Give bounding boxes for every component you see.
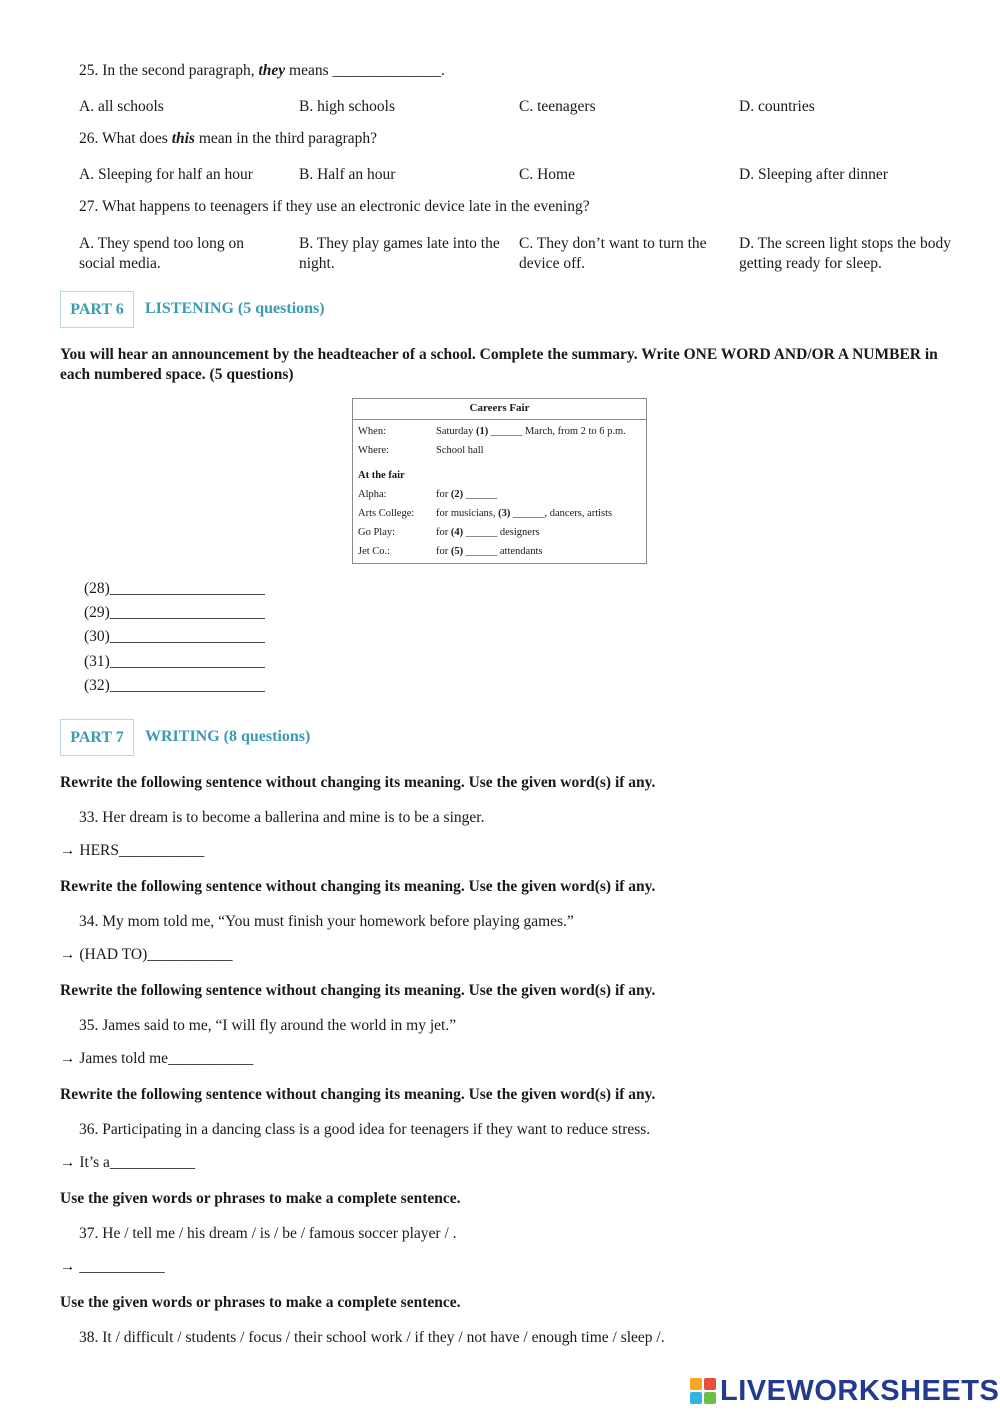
answer-blank-31[interactable]: (31)____________________ <box>84 653 265 670</box>
writing-instruction: Rewrite the following sentence without changing its meaning. Use the given word(s) if any. <box>60 774 656 791</box>
question-37: 37. He / tell me / his dream / is / be / famous soccer player / . <box>79 1225 457 1242</box>
q26-option-a[interactable]: A. Sleeping for half an hour <box>79 166 253 183</box>
question-36: 36. Participating in a dancing class is a good idea for teenagers if they want to reduce stress. <box>79 1121 651 1138</box>
answer-blank-28[interactable]: (28)____________________ <box>84 580 265 597</box>
q27-option-a[interactable]: A. They spend too long on social media. <box>79 235 245 272</box>
q26-option-b[interactable]: B. Half an hour <box>299 166 396 183</box>
question-35: 35. James said to me, “I will fly around the world in my jet.” <box>79 1017 457 1034</box>
part-7-title: WRITING (8 questions) <box>145 728 311 745</box>
question-38: 38. It / difficult / students / focus / their school work / if they / not have / enough time / sleep /. <box>79 1329 665 1346</box>
fair-row-label: Go Play: <box>358 527 396 538</box>
answer-35[interactable]: → James told me___________ <box>60 1050 254 1067</box>
question-26: 26. What does this mean in the third paragraph? <box>79 130 378 147</box>
writing-instruction: Use the given words or phrases to make a complete sentence. <box>60 1190 461 1207</box>
answer-blank-32[interactable]: (32)____________________ <box>84 677 265 694</box>
q25-option-c[interactable]: C. teenagers <box>519 98 596 115</box>
answer-blank-29[interactable]: (29)____________________ <box>84 604 265 621</box>
q25-option-b[interactable]: B. high schools <box>299 98 396 115</box>
q27-option-d[interactable]: D. The screen light stops the body getting ready for sleep. <box>739 235 951 272</box>
writing-instruction: Rewrite the following sentence without changing its meaning. Use the given word(s) if any. <box>60 878 656 895</box>
q26-option-c[interactable]: C. Home <box>519 166 575 183</box>
fair-row-label: Jet Co.: <box>358 546 391 557</box>
writing-instruction: Use the given words or phrases to make a complete sentence. <box>60 1294 461 1311</box>
liveworksheets-logo[interactable] <box>690 1374 999 1408</box>
fair-row-value: for (4) ______ designers <box>436 527 540 538</box>
q25-option-a[interactable]: A. all schools <box>79 98 164 115</box>
fair-where-value: School hall <box>436 445 484 456</box>
question-34: 34. My mom told me, “You must finish your homework before playing games.” <box>79 913 574 930</box>
q26-option-d[interactable]: D. Sleeping after dinner <box>739 166 888 183</box>
liveworksheets-logo-text: LIVEWORKSHEETS <box>720 1374 1000 1407</box>
fair-section-heading: At the fair <box>358 470 405 481</box>
q27-option-b[interactable]: B. They play games late into the night. <box>299 235 500 272</box>
fair-row-label: Arts College: <box>358 508 415 519</box>
question-27: 27. What happens to teenagers if they use an electronic device late in the evening? <box>79 198 590 215</box>
fair-when-value: Saturday (1) ______ March, from 2 to 6 p.m. <box>436 426 626 437</box>
fair-row-value: for musicians, (3) ______, dancers, artists <box>436 508 613 519</box>
fair-where-label: Where: <box>358 445 389 456</box>
fair-row-label: Alpha: <box>358 489 387 500</box>
part-7-label: PART 7 <box>60 719 134 756</box>
fair-row-value: for (5) ______ attendants <box>436 546 543 557</box>
writing-instruction: Rewrite the following sentence without changing its meaning. Use the given word(s) if any. <box>60 982 656 999</box>
q25-option-d[interactable]: D. countries <box>739 98 815 115</box>
answer-33[interactable]: → HERS___________ <box>60 842 205 859</box>
answer-36[interactable]: → It’s a___________ <box>60 1154 196 1171</box>
writing-instruction: Rewrite the following sentence without changing its meaning. Use the given word(s) if any. <box>60 1086 656 1103</box>
answer-blank-30[interactable]: (30)____________________ <box>84 628 265 645</box>
fair-row-value: for (2) ______ <box>436 489 498 500</box>
careers-fair-title: Careers Fair <box>353 399 646 420</box>
careers-fair-table <box>352 398 647 564</box>
liveworksheets-logo-icon <box>690 1378 716 1404</box>
question-25: 25. In the second paragraph, they means ______________. <box>79 62 445 79</box>
question-33: 33. Her dream is to become a ballerina and mine is to be a singer. <box>79 809 485 826</box>
answer-37[interactable]: → ___________ <box>60 1258 165 1275</box>
part-6-instruction: You will hear an announcement by the headteacher of a school. Complete the summary. Write ONE WORD AND/OR A NUMBER in each numbered space. (5 questions) <box>60 346 938 383</box>
answer-34[interactable]: → (HAD TO)___________ <box>60 946 233 963</box>
fair-when-label: When: <box>358 426 386 437</box>
part-6-title: LISTENING (5 questions) <box>145 300 325 317</box>
q27-option-c[interactable]: C. They don’t want to turn the device off. <box>519 235 707 272</box>
part-6-label: PART 6 <box>60 291 134 328</box>
